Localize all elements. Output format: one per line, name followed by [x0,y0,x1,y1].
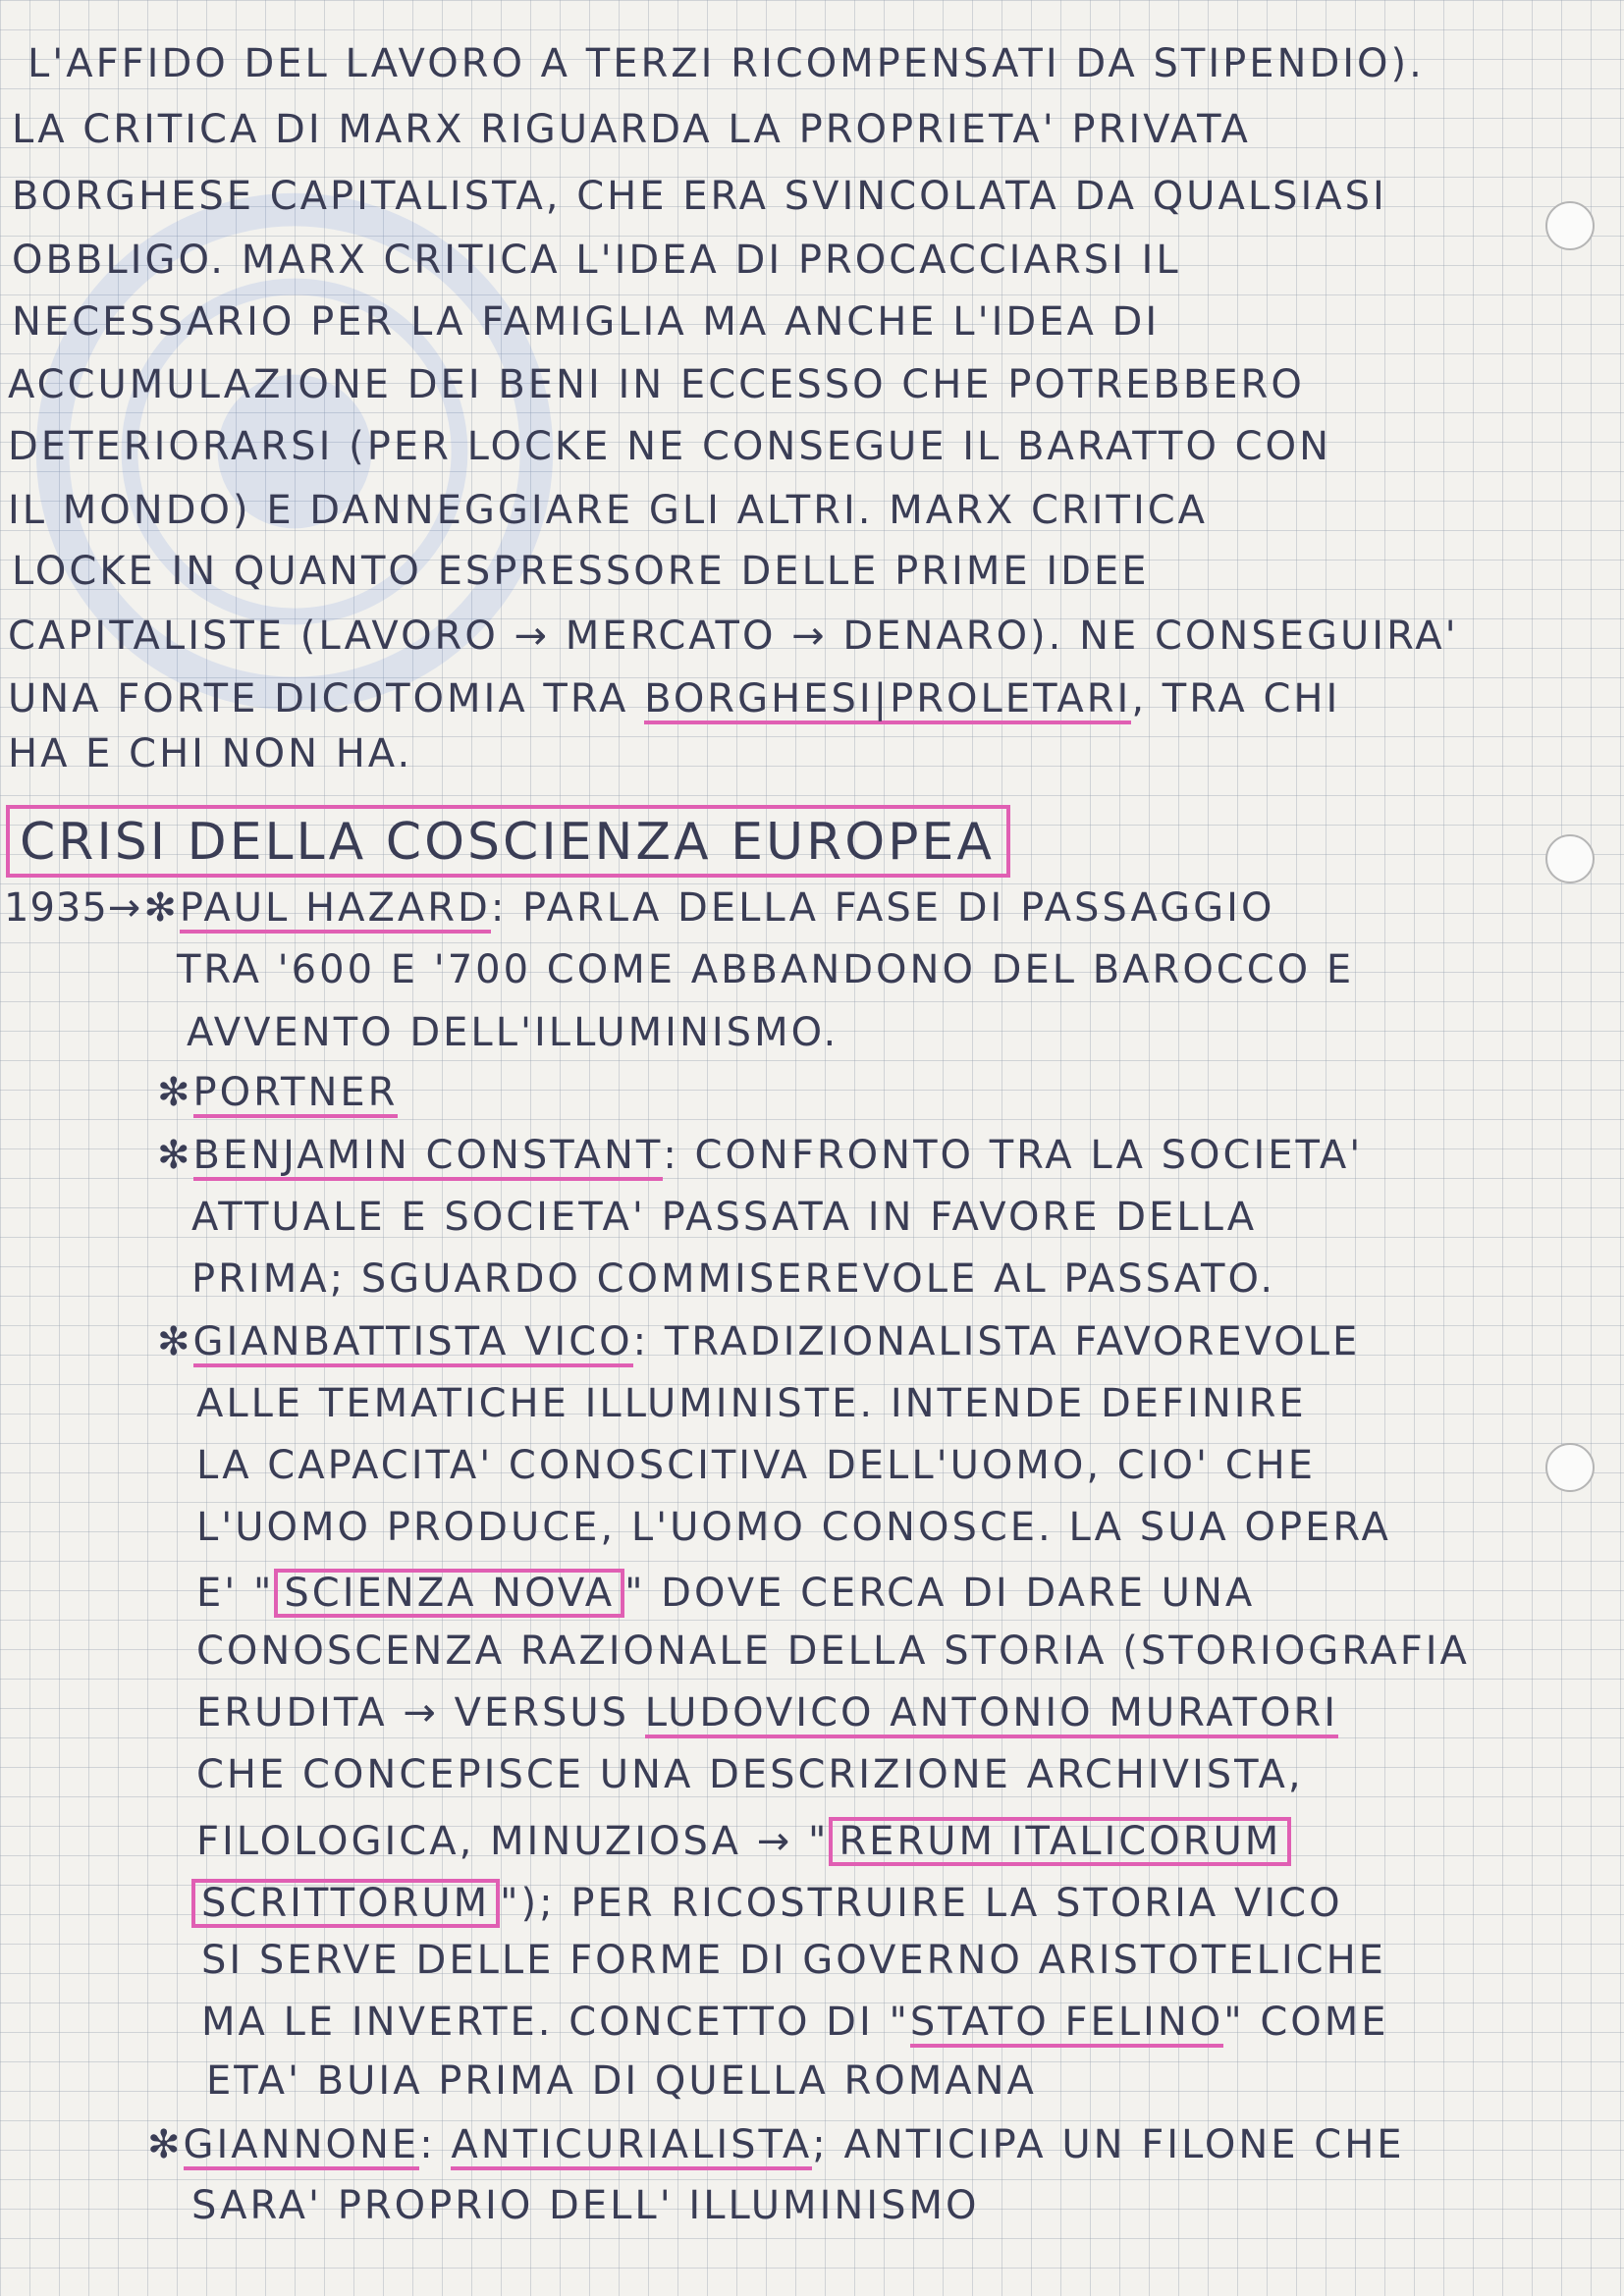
name-portner: PORTNER [193,1073,399,1118]
giannone-line-2: SARA' PROPRIO DELL' ILLUMINISMO [191,2183,980,2228]
text-line-8: IL MONDO) E DANNEGGIARE GLI ALTRI. MARX CRITICA [8,488,1209,533]
hazard-line-2: TRA '600 E '700 COME ABBANDONO DEL BAROCCO E [177,947,1355,992]
vico-line-10 [191,1879,1343,1928]
text-fragment: " DOVE CERCA DI DARE UNA [624,1571,1256,1616]
tag-anticurialista: ANTICURIALISTA [451,2125,812,2170]
text-fragment: , TRA CHI [1131,676,1341,721]
portner-line [157,1070,399,1118]
vico-line-3: LA CAPACITA' CONOSCITIVA DELL'UOMO, CIO' CHE [196,1443,1317,1488]
text-fragment: : [419,2122,452,2167]
text-fragment: : TRADIZIONALISTA FAVOREVOLE [632,1319,1361,1364]
vico-line-1 [157,1319,1361,1367]
text-fragment: " COME [1223,2000,1389,2045]
text-fragment: E' " [196,1571,275,1616]
asterisk-bullet-icon: ✻ [157,1070,193,1115]
boxed-scrittorum: SCRITTORUM [191,1879,500,1928]
vico-line-7 [196,1690,1339,1738]
name-ludovico-antonio-muratori: LUDOVICO ANTONIO MURATORI [645,1693,1338,1738]
asterisk-bullet-icon: ✻ [147,2122,184,2167]
text-fragment: "); PER RICOSTRUIRE LA STORIA VICO [500,1881,1343,1926]
asterisk-bullet-icon: ✻ [157,1133,193,1178]
name-gianbattista-vico: GIANBATTISTA VICO [193,1322,633,1367]
text-line-1: L'AFFIDO DEL LAVORO A TERZI RICOMPENSATI DA STIPENDIO). [27,41,1425,86]
date-label: 1935 [4,885,108,931]
vico-line-11: SI SERVE DELLE FORME DI GOVERNO ARISTOTELICHE [201,1938,1386,1983]
constant-line-1 [157,1133,1364,1181]
boxed-rerum-italicorum: RERUM ITALICORUM [829,1817,1291,1866]
name-benjamin-constant: BENJAMIN CONSTANT [193,1136,664,1181]
text-line-3: BORGHESE CAPITALISTA, CHE ERA SVINCOLATA DA QUALSIASI [12,174,1387,219]
text-fragment: ERUDITA → VERSUS [196,1690,645,1735]
text-fragment: : PARLA DELLA FASE DI PASSAGGIO [490,885,1275,931]
vico-line-2: ALLE TEMATICHE ILLUMINISTE. INTENDE DEFINIRE [196,1381,1307,1426]
punch-hole-middle-upper [1545,834,1595,883]
hazard-line-3: AVVENTO DELL'ILLUMINISMO. [187,1010,839,1055]
vico-line-12 [201,2002,1389,2048]
highlight-borghesi-proletari: BORGHESI|PROLETARI [644,679,1131,724]
hazard-line-1 [4,885,1275,934]
vico-line-8: CHE CONCEPISCE UNA DESCRIZIONE ARCHIVISTA, [196,1752,1304,1797]
constant-line-3: PRIMA; SGUARDO COMMISEREVOLE AL PASSATO. [191,1256,1276,1302]
vico-line-9 [196,1817,1291,1866]
text-fragment: ; ANTICIPA UN FILONE CHE [812,2122,1405,2167]
text-line-2: LA CRITICA DI MARX RIGUARDA LA PROPRIETA' PRIVATA [12,107,1251,152]
text-fragment: MA LE INVERTE. CONCETTO DI " [201,2000,910,2045]
text-line-11 [8,676,1341,724]
constant-line-2: ATTUALE E SOCIETA' PASSATA IN FAVORE DELLA [191,1195,1258,1240]
vico-line-6: CONOSCENZA RAZIONALE DELLA STORIA (STORIOGRAFIA [196,1629,1470,1674]
text-line-5: NECESSARIO PER LA FAMIGLIA MA ANCHE L'IDEA DI [12,299,1161,345]
concept-stato-felino: STATO FELINO [910,2002,1223,2048]
text-line-4: OBBLIGO. MARX CRITICA L'IDEA DI PROCACCIARSI IL [12,238,1181,283]
name-giannone: GIANNONE [184,2125,420,2170]
punch-hole-middle-lower [1545,1443,1595,1492]
giannone-line-1 [147,2122,1405,2170]
vico-line-13: ETA' BUIA PRIMA DI QUELLA ROMANA [206,2058,1037,2104]
vico-line-5 [196,1569,1255,1618]
boxed-scienza-nova: SCIENZA NOVA [274,1569,624,1618]
vico-line-4: L'UOMO PRODUCE, L'UOMO CONOSCE. LA SUA OPERA [196,1505,1391,1550]
text-line-7: DETERIORARSI (PER LOCKE NE CONSEGUE IL BARATTO CON [8,424,1331,469]
text-line-12: HA E CHI NON HA. [8,731,413,776]
asterisk-bullet-icon: ✻ [143,885,180,931]
asterisk-bullet-icon: ✻ [157,1319,193,1364]
text-line-6: ACCUMULAZIONE DEI BENI IN ECCESSO CHE POTREBBERO [8,362,1305,407]
text-fragment: UNA FORTE DICOTOMIA TRA [8,676,645,721]
punch-hole-top [1545,201,1595,250]
section-title: CRISI DELLA COSCIENZA EUROPEA [6,805,1010,878]
text-line-10: CAPITALISTE (LAVORO → MERCATO → DENARO). NE CONSEGUIRA' [8,614,1459,659]
text-line-9: LOCKE IN QUANTO ESPRESSORE DELLE PRIME IDEE [12,549,1150,594]
name-paul-hazard: PAUL HAZARD [180,888,491,934]
text-fragment: : CONFRONTO TRA LA SOCIETA' [663,1133,1364,1178]
arrow-icon: → [107,885,144,931]
text-fragment: FILOLOGICA, MINUZIOSA → " [196,1819,830,1864]
